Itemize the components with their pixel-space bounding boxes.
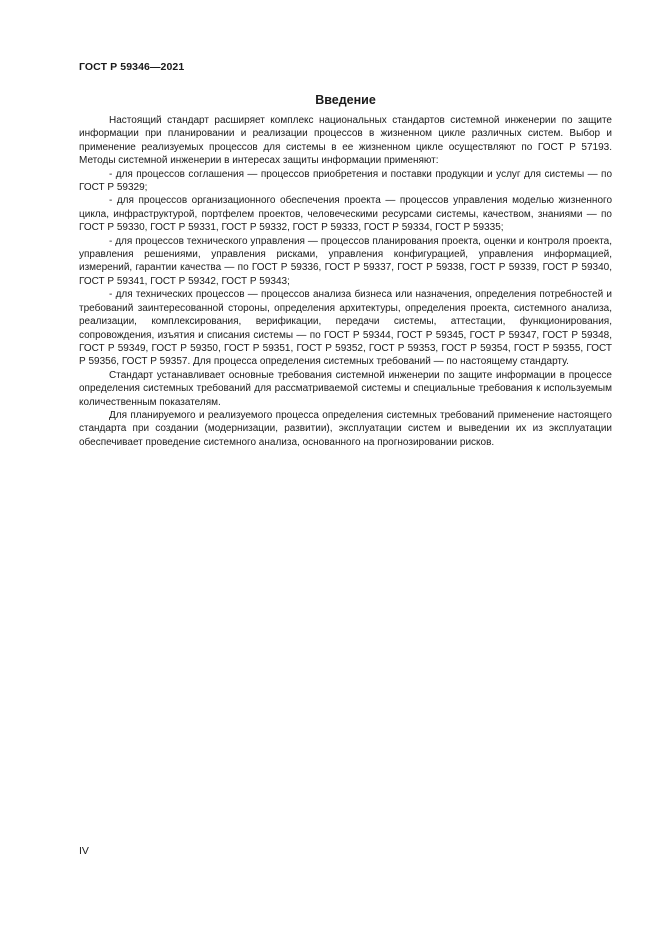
- paragraph-technical-processes: - для технических процессов — процессов анализа бизнеса или назначения, определения потребностей и требований заинтересованной стороны, определения архитектуры, определения проекта, системного анализа, реализации, комплексирования, верификации, передачи системы, аттестации, функционирования, сопровождения, изъятия и списания системы — по ГОСТ Р 59344, ГОСТ Р 59345, ГОСТ Р 59347, ГОСТ Р 59348, ГОСТ Р 59349, ГОСТ Р 59350, ГОСТ Р 59351, ГОСТ Р 59352, ГОСТ Р 59353, ГОСТ Р 59354, ГОСТ Р 59355, ГОСТ Р 59356, ГОСТ Р 59357. Для процесса определения системных требований — по настоящему стандарту.: [79, 289, 612, 368]
- section-body: [79, 114, 612, 449]
- paragraph-application: Для планируемого и реализуемого процесса определения системных требований применение настоящего стандарта при создании (модернизации, развитии), эксплуатации систем и выведении их из эксплуатации обеспечивает проведение системного анализа, основанного на прогнозировании рисков.: [79, 409, 612, 448]
- page-number: IV: [79, 845, 89, 857]
- document-code-header: ГОСТ Р 59346—2021: [79, 61, 185, 73]
- paragraph-technical-management-processes: - для процессов технического управления — процессов планирования проекта, оценки и контроля проекта, управления решениями, управления рисками, управления конфигурацией, управления информацией, измерений, гарантии качества — по ГОСТ Р 59336, ГОСТ Р 59337, ГОСТ Р 59338, ГОСТ Р 59339, ГОСТ Р 59340, ГОСТ Р 59341, ГОСТ Р 59342, ГОСТ Р 59343;: [79, 235, 612, 287]
- paragraph-intro: Настоящий стандарт расширяет комплекс национальных стандартов системной инженерии по защите информации при планировании и реализации процессов в жизненном цикле различных систем. Выбор и применение реализуемых процессов для системы в ее жизненном цикле осуществляют по ГОСТ Р 57193. Методы системной инженерии в интересах защиты информации применяют:: [79, 115, 612, 167]
- paragraph-agreement-processes: - для процессов соглашения — процессов приобретения и поставки продукции и услуг для системы — по ГОСТ Р 59329;: [79, 168, 612, 194]
- paragraph-organizational-processes: - для процессов организационного обеспечения проекта — процессов управления моделью жизненного цикла, инфраструктурой, портфелем проектов, человеческими ресурсами системы, качеством, знаниями — по ГОСТ Р 59330, ГОСТ Р 59331, ГОСТ Р 59332, ГОСТ Р 59333, ГОСТ Р 59334, ГОСТ Р 59335;: [79, 195, 612, 234]
- section-title: Введение: [315, 93, 376, 107]
- paragraph-standard-scope: Стандарт устанавливает основные требования системной инженерии по защите информации в процессе определения системных требований для рассматриваемой системы и специальные требования к используемым количественным показателям.: [79, 369, 612, 408]
